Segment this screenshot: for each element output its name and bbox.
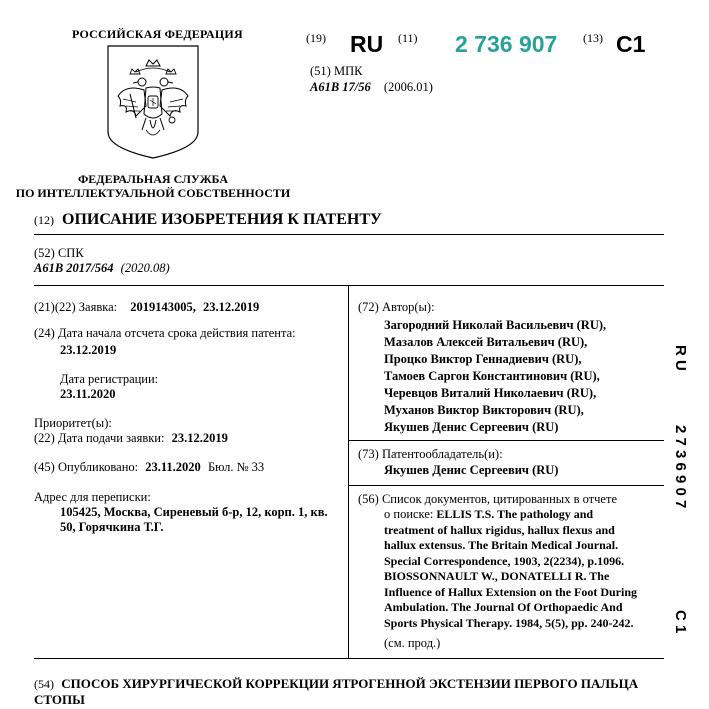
column-divider (348, 286, 349, 658)
published-label: (45) Опубликовано: (34, 460, 139, 474)
agency-line-1: ФЕДЕРАЛЬНАЯ СЛУЖБА (78, 172, 228, 186)
coat-of-arms-icon (106, 44, 200, 160)
side-kind: C 1 (672, 610, 689, 634)
author-item: Процко Виктор Геннадиевич (RU), (384, 352, 582, 366)
references-line: hallux extensus. The Britain Medical Journal. (384, 538, 619, 552)
published-date: 23.11.2020 (145, 460, 201, 474)
document-title-code: (12) (34, 213, 54, 227)
published-field (34, 460, 264, 475)
references-line: Ambulation. The Journal Of Orthopaedic And (384, 600, 623, 614)
references-continued: (см. прод.) (384, 636, 441, 650)
author-item: Загородний Николай Васильевич (RU), (384, 318, 607, 332)
references-first: ELLIS T.S. The pathology and (436, 507, 594, 521)
references-line: Special Correspondence, 1903, 2(2234), p.1096. (384, 553, 625, 568)
mpk-version: (2006.01) (383, 80, 433, 94)
references-label-line-2: о поиске: (384, 507, 434, 521)
patent-country-code: RU (350, 31, 384, 57)
filing-date: 23.12.2019 (171, 431, 228, 445)
application-date: 23.12.2019 (203, 300, 260, 314)
authors-list (384, 317, 606, 436)
agency-line-2: ПО ИНТЕЛЛЕКТУАЛЬНОЙ СОБСТВЕННОСТИ (15, 186, 291, 200)
priority-label: Приоритет(ы): (34, 416, 112, 430)
side-patent-number (662, 345, 702, 650)
bulletin-number: Бюл. № 33 (207, 460, 265, 474)
mpk-label: (51) МПК (310, 64, 363, 78)
spk-label: (52) СПК (34, 246, 84, 260)
holder-divider (349, 485, 664, 486)
term-start-date: 23.12.2019 (60, 343, 117, 357)
bottom-divider (34, 658, 664, 659)
document-title (34, 210, 382, 230)
spk-code: A61B 2017/564 (34, 261, 114, 275)
code-19: (19) (306, 31, 326, 45)
spk-divider (34, 285, 664, 286)
address-label: Адрес для переписки: (34, 490, 151, 504)
agency-name (10, 172, 296, 200)
code-13: (13) (583, 31, 603, 45)
application-field (34, 300, 259, 315)
invention-title-code: (54) (34, 677, 54, 691)
references-line: Sports Physical Therapy. 1984, 5(5), pp. 240-242. (384, 615, 634, 630)
spk-version: (2020.08) (120, 261, 170, 275)
author-item: Черевцов Виталий Николаевич (RU), (384, 386, 597, 400)
document-title-text: ОПИСАНИЕ ИЗОБРЕТЕНИЯ К ПАТЕНТУ (62, 211, 382, 228)
author-item: Якушев Денис Сергеевич (RU) (384, 420, 559, 434)
mpk-classification (310, 80, 433, 95)
spk-classification (34, 261, 170, 276)
author-item: Мазалов Алексей Витальевич (RU), (384, 335, 588, 349)
code-11: (11) (398, 31, 418, 45)
references-body (384, 507, 652, 631)
authors-label: (72) Автор(ы): (358, 300, 435, 314)
mpk-code: A61B 17/56 (310, 80, 371, 94)
author-item: Муханов Виктор Викторович (RU), (384, 403, 584, 417)
term-start-label: (24) Дата начала отсчета срока действия патента: (34, 326, 296, 340)
title-divider (34, 234, 664, 235)
holder-label: (73) Патентообладатель(и): (358, 447, 503, 461)
filing-label: (22) Дата подачи заявки: (34, 431, 165, 445)
patent-number: 2 736 907 (455, 31, 558, 57)
side-number: 2 7 3 6 9 0 7 (672, 425, 689, 509)
holder-name: Якушев Денис Сергеевич (RU) (384, 463, 559, 477)
references-label (358, 492, 648, 507)
references-line: treatment of hallux rigidus, hallux flexus and (384, 522, 615, 537)
filing-field (34, 431, 228, 446)
references-label-line-1: (56) Список документов, цитированных в отчете (358, 492, 617, 506)
authors-divider (349, 440, 664, 441)
registration-date: 23.11.2020 (60, 387, 116, 401)
patent-kind-code: C1 (616, 31, 646, 57)
address-value: 105425, Москва, Сиреневый б-р, 12, корп. 1, кв. 50, Горячкина Т.Г. (60, 505, 328, 534)
invention-title-text: СПОСОБ ХИРУРГИЧЕСКОЙ КОРРЕКЦИИ ЯТРОГЕННОЙ ЭКСТЕНЗИИ ПЕРВОГО ПАЛЬЦА СТОПЫ (34, 676, 639, 707)
invention-title (34, 676, 664, 707)
country-name: РОССИЙСКАЯ ФЕДЕРАЦИЯ (72, 27, 243, 41)
references-line: Influence of Hallux Extension on the Foot During (384, 584, 638, 599)
side-country: R U (672, 345, 689, 371)
references-line (384, 507, 652, 523)
registration-label: Дата регистрации: (60, 372, 159, 386)
references-line: BIOSSONNAULT W., DONATELLI R. The (384, 569, 610, 583)
application-number: 2019143005, (130, 300, 196, 314)
application-label: (21)(22) Заявка: (34, 300, 118, 314)
author-item: Тамоев Саргон Константинович (RU), (384, 369, 600, 383)
